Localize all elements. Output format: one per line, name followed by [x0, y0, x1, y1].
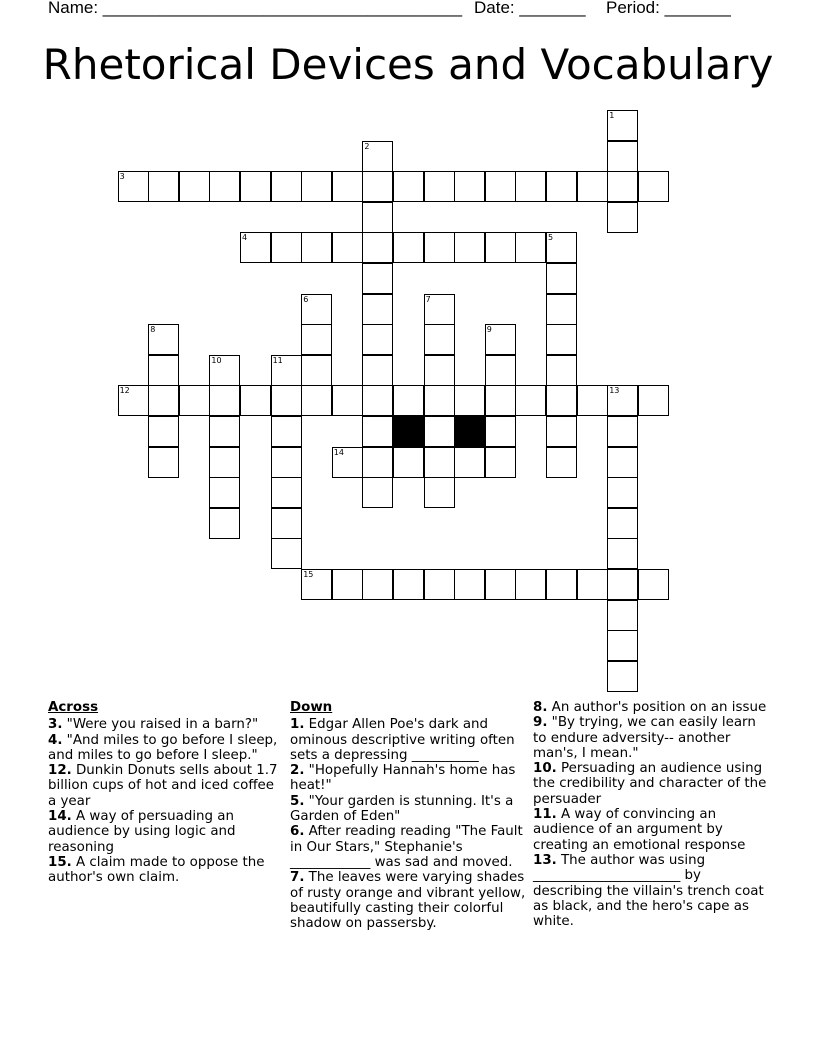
- down-heading: Down: [290, 700, 333, 715]
- clue-item: [533, 853, 769, 929]
- grid-cell[interactable]: [546, 447, 577, 478]
- grid-cell[interactable]: [393, 447, 424, 478]
- clue-item-number: 8.: [533, 700, 548, 715]
- clue-item-text: Persuading an audience using the credibility and character of the persuader: [533, 761, 767, 807]
- clue-item: [48, 855, 283, 886]
- grid-cell[interactable]: [424, 569, 455, 600]
- grid-cell[interactable]: [209, 447, 240, 478]
- name-field[interactable]: Name: ______________________________________: [48, 0, 463, 17]
- grid-cell[interactable]: [271, 447, 302, 478]
- grid-cell[interactable]: [240, 171, 271, 202]
- grid-cell[interactable]: [148, 355, 179, 386]
- clue-number: 4: [242, 233, 248, 243]
- grid-cell[interactable]: [148, 385, 179, 416]
- clue-item-number: 9.: [533, 715, 548, 731]
- clue-item-number: 15.: [48, 854, 72, 870]
- clue-item: [48, 763, 283, 809]
- grid-cell[interactable]: [515, 385, 546, 416]
- grid-cell[interactable]: [607, 202, 638, 233]
- clue-number: 2: [364, 141, 370, 151]
- grid-cell[interactable]: [454, 385, 485, 416]
- grid-cell[interactable]: [515, 569, 546, 600]
- clue-item: [290, 794, 526, 825]
- grid-cell[interactable]: [362, 294, 393, 325]
- grid-cell[interactable]: [607, 447, 638, 478]
- grid-cell[interactable]: [393, 569, 424, 600]
- grid-cell[interactable]: [209, 477, 240, 508]
- grid-cell[interactable]: [393, 171, 424, 202]
- clue-number: 14: [333, 447, 344, 457]
- grid-cell[interactable]: [638, 171, 669, 202]
- clue-item-text: After reading reading "The Fault in Our Stars," Stephanie's ____________ was sad and moved.: [290, 824, 523, 870]
- grid-cell[interactable]: [607, 569, 638, 600]
- date-field[interactable]: Date: _______: [474, 0, 586, 17]
- clue-item-number: 7.: [290, 870, 305, 886]
- grid-cell[interactable]: [485, 232, 516, 263]
- grid-cell[interactable]: [148, 416, 179, 447]
- grid-cell[interactable]: [332, 385, 363, 416]
- clue-number: 8: [150, 325, 156, 335]
- grid-cell[interactable]: [607, 416, 638, 447]
- clue-number: 9: [486, 325, 492, 335]
- grid-cell[interactable]: [454, 232, 485, 263]
- across-heading: Across: [48, 700, 99, 715]
- clue-item: [48, 717, 283, 732]
- clue-number: 6: [303, 294, 309, 304]
- clue-item-text: An author's position on an issue: [547, 700, 767, 715]
- grid-cell[interactable]: [485, 171, 516, 202]
- grid-cell[interactable]: [301, 171, 332, 202]
- clue-item-number: 6.: [290, 824, 305, 840]
- grid-cell[interactable]: [424, 324, 455, 355]
- grid-cell[interactable]: [301, 232, 332, 263]
- grid-cell[interactable]: [454, 171, 485, 202]
- grid-cell[interactable]: [362, 355, 393, 386]
- grid-cell[interactable]: [424, 355, 455, 386]
- clue-item: [48, 809, 283, 855]
- grid-cell[interactable]: [485, 385, 516, 416]
- grid-cell[interactable]: [485, 447, 516, 478]
- down-clues: [290, 700, 526, 931]
- grid-cell[interactable]: [209, 508, 240, 539]
- clue-item-number: 3.: [48, 717, 63, 733]
- grid-cell[interactable]: [240, 385, 271, 416]
- grid-cell[interactable]: [148, 447, 179, 478]
- grid-cell[interactable]: [362, 477, 393, 508]
- black-cell: [454, 416, 485, 447]
- clue-item-number: 5.: [290, 793, 305, 809]
- grid-cell[interactable]: [607, 600, 638, 631]
- clue-item-text: "And miles to go before I sleep, and miles to go before I sleep.": [48, 732, 278, 763]
- clue-item-text: A way of persuading an audience by using logic and reasoning: [48, 809, 236, 855]
- grid-cell[interactable]: [424, 385, 455, 416]
- grid-cell[interactable]: [301, 324, 332, 355]
- grid-cell[interactable]: [362, 263, 393, 294]
- down-clues-continued: [533, 700, 769, 929]
- grid-cell[interactable]: [515, 232, 546, 263]
- grid-cell[interactable]: [393, 385, 424, 416]
- clue-item-number: 4.: [48, 732, 63, 748]
- grid-cell[interactable]: [546, 569, 577, 600]
- clue-item-text: A claim made to oppose the author's own claim.: [48, 854, 265, 886]
- clue-item: [290, 763, 526, 794]
- clue-item-text: A way of convincing an audience of an argument by creating an emotional response: [533, 807, 746, 853]
- clue-number: 15: [303, 570, 314, 579]
- clue-item-text: "Your garden is stunning. It's a Garden of Eden": [290, 793, 514, 825]
- clue-number: 10: [211, 355, 222, 365]
- clue-item-number: 2.: [290, 763, 305, 779]
- clue-number: 7: [425, 294, 431, 304]
- grid-cell[interactable]: [362, 171, 393, 202]
- clue-item-number: 11.: [533, 807, 557, 823]
- clue-number: 3: [119, 172, 125, 182]
- clue-item: [290, 824, 526, 870]
- clue-item-number: 12.: [48, 763, 72, 779]
- clue-number: 12: [119, 386, 130, 396]
- grid-cell[interactable]: [424, 416, 455, 447]
- grid-cell[interactable]: [301, 385, 332, 416]
- grid-cell[interactable]: [485, 569, 516, 600]
- clue-item: [48, 733, 283, 764]
- clue-number: 1: [609, 111, 615, 120]
- grid-cell[interactable]: [607, 171, 638, 202]
- grid-cell[interactable]: [485, 416, 516, 447]
- grid-cell[interactable]: [362, 416, 393, 447]
- grid-cell[interactable]: [546, 294, 577, 325]
- grid-cell[interactable]: [362, 202, 393, 233]
- grid-cell[interactable]: [209, 385, 240, 416]
- clue-item-number: 10.: [533, 761, 557, 777]
- grid-cell[interactable]: [607, 630, 638, 661]
- grid-cell[interactable]: [209, 171, 240, 202]
- grid-cell[interactable]: [546, 263, 577, 294]
- grid-cell[interactable]: [148, 171, 179, 202]
- period-field[interactable]: Period: _______: [606, 0, 731, 17]
- black-cell: [393, 416, 424, 447]
- grid-cell[interactable]: [577, 569, 608, 600]
- clue-item: [533, 807, 769, 853]
- page-title: Rhetorical Devices and Vocabulary: [42, 40, 774, 89]
- grid-cell[interactable]: [424, 232, 455, 263]
- grid-cell[interactable]: [362, 447, 393, 478]
- grid-cell[interactable]: [607, 141, 638, 172]
- grid-cell[interactable]: [454, 569, 485, 600]
- grid-cell[interactable]: [424, 447, 455, 478]
- grid-cell[interactable]: [607, 661, 638, 692]
- grid-cell[interactable]: [209, 416, 240, 447]
- grid-cell[interactable]: [546, 355, 577, 386]
- grid-cell[interactable]: [577, 385, 608, 416]
- grid-cell[interactable]: [546, 324, 577, 355]
- grid-cell[interactable]: [485, 355, 516, 386]
- clue-item: [533, 715, 769, 761]
- grid-cell[interactable]: [332, 171, 363, 202]
- grid-cell[interactable]: [362, 385, 393, 416]
- clue-number: 13: [609, 386, 620, 396]
- grid-cell[interactable]: [362, 324, 393, 355]
- grid-cell[interactable]: [271, 385, 302, 416]
- grid-cell[interactable]: [271, 171, 302, 202]
- clue-item-number: 13.: [533, 852, 557, 868]
- grid-cell[interactable]: [546, 416, 577, 447]
- clue-item: [290, 717, 526, 763]
- grid-cell[interactable]: [393, 232, 424, 263]
- grid-cell[interactable]: [271, 508, 302, 539]
- clue-item-text: The author was using ______________________ by describing the villain's trench coat as black, and the hero's cape as white.: [533, 852, 764, 930]
- grid-cell[interactable]: [454, 447, 485, 478]
- grid-cell[interactable]: [332, 232, 363, 263]
- clue-item-text: The leaves were varying shades of rusty orange and vibrant yellow, beautifully casting their colorful shadow on passersby.: [290, 870, 526, 932]
- clue-item-text: "By trying, we can easily learn to endure adversity-- another man's, I mean.": [533, 715, 756, 761]
- grid-cell[interactable]: [638, 569, 669, 600]
- grid-cell[interactable]: [362, 232, 393, 263]
- grid-cell[interactable]: [607, 477, 638, 508]
- clue-item-text: "Were you raised in a barn?": [62, 717, 259, 733]
- grid-cell[interactable]: [546, 385, 577, 416]
- grid-cell[interactable]: [179, 171, 210, 202]
- across-clue-list: [48, 717, 283, 885]
- clue-item: [533, 761, 769, 807]
- grid-cell[interactable]: [515, 171, 546, 202]
- grid-cell[interactable]: [271, 538, 302, 569]
- grid-cell[interactable]: [271, 477, 302, 508]
- clue-item-number: 14.: [48, 809, 72, 825]
- down-clue-list: [290, 717, 526, 931]
- grid-cell[interactable]: [607, 538, 638, 569]
- grid-cell[interactable]: [546, 171, 577, 202]
- grid-cell[interactable]: [179, 385, 210, 416]
- clue-number: 11: [272, 355, 283, 365]
- across-clues: [48, 700, 283, 886]
- clue-item-text: Dunkin Donuts sells about 1.7 billion cups of hot and iced coffee a year: [48, 763, 278, 809]
- clue-item: [290, 870, 526, 931]
- grid-cell[interactable]: [332, 569, 363, 600]
- clue-item-text: "Hopefully Hannah's home has heat!": [290, 763, 516, 794]
- grid-cell[interactable]: [271, 232, 302, 263]
- clue-item: [533, 700, 769, 715]
- clue-number: 5: [548, 233, 554, 243]
- clue-item-number: 1.: [290, 717, 305, 733]
- grid-cell[interactable]: [301, 355, 332, 386]
- grid-cell[interactable]: [577, 171, 608, 202]
- grid-cell[interactable]: [271, 416, 302, 447]
- grid-cell[interactable]: [424, 477, 455, 508]
- grid-cell[interactable]: [362, 569, 393, 600]
- down-clue-list-continued: [533, 700, 769, 929]
- clue-item-text: Edgar Allen Poe's dark and ominous descriptive writing often sets a depressing __________: [290, 717, 515, 763]
- grid-cell[interactable]: [607, 508, 638, 539]
- grid-cell[interactable]: [424, 171, 455, 202]
- grid-cell[interactable]: [638, 385, 669, 416]
